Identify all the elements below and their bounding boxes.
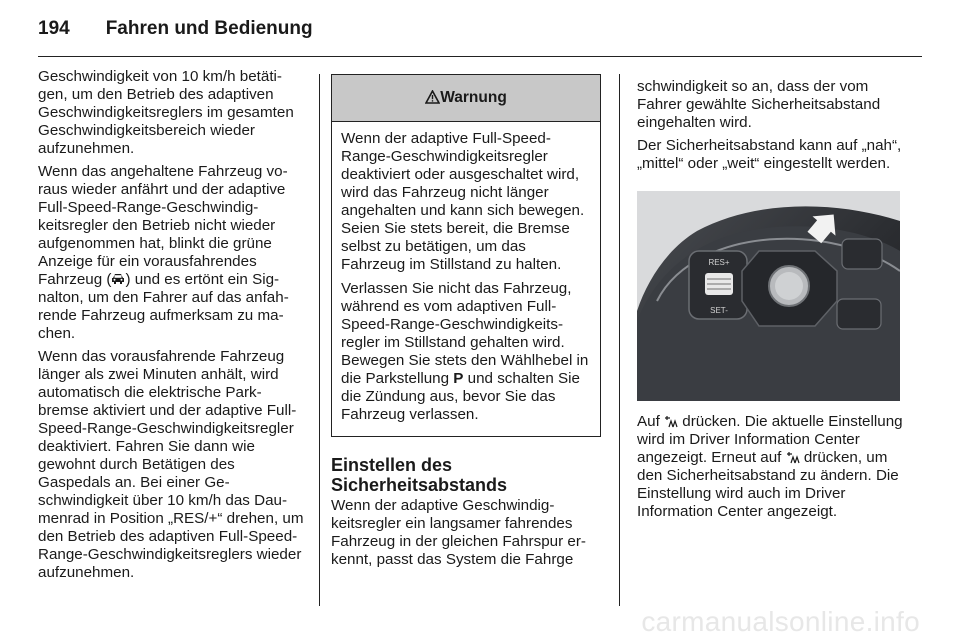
warning-triangle-icon	[425, 90, 440, 104]
paragraph: Wenn der adaptive Geschwindigkeitsregler ein langsamer fahrendes Fahrzeug in der gleichen Fahrspur erkennt, passt das System die Fahrge	[331, 497, 586, 568]
warning-body	[332, 122, 600, 436]
column-divider	[319, 74, 320, 606]
paragraph: Wenn das vorausfahrende Fahrzeug länger als zwei Minuten anhält, wird automatisch die elektrische Parkbremse aktiviert und der adaptive Full-Speed-Range-Geschwindigkeitsregler deaktiviert. Fahren Sie dann wie gewohnt durch Betätigen des Gaspedals an. Bei einer Geschwindigkeit über 10 km/h das Daumenrad in Position „RES/+“ drehen, um den Betrieb des adaptiven Full-Speed-Range-Geschwindigkeitsreglers wieder aufzunehmen.	[38, 348, 304, 581]
warning-title: Warnung	[440, 89, 507, 106]
steering-wheel-illustration	[637, 191, 900, 401]
section-heading: Einstellen des Sicherheitsabstands	[331, 455, 508, 495]
following-distance-icon	[664, 415, 678, 428]
vehicle-ahead-icon	[111, 273, 125, 285]
column-divider	[619, 74, 620, 606]
paragraph: Wenn das angehaltene Fahrzeug voraus wieder anfährt und der adaptive Full-Speed-Range-Geschwindigkeitsregler den Betrieb nicht wieder aufgenommen hat, blinkt die grüne Anzeige für ein vorausfahrendes Fahrzeug ( ) und es ertönt ein Signalton, um den Fahrer auf das anfahrende Fahrzeug aufmerksam zu machen.	[38, 163, 289, 342]
warning-paragraph: Verlassen Sie nicht das Fahrzeug, während es vom adaptiven Full-Speed-Range-Geschwindigkeitsregler im Stillstand gehalten wird. Bewegen Sie stets den Wählhebel in die Parkstellung P und schalten Sie die Zündung aus, bevor Sie das Fahrzeug verlassen.	[341, 280, 589, 423]
paragraph: Geschwindigkeit von 10 km/h betätigen, um den Betrieb des adaptiven Geschwindigkeitsreglers im gesamten Geschwindigkeitsbereich wieder aufzunehmen.	[38, 68, 294, 157]
page-header	[38, 18, 313, 40]
warning-paragraph: Wenn der adaptive Full-Speed-Range-Geschwindigkeitsregler deaktiviert oder ausgeschaltet wird, wird das Fahrzeug nicht länger angehalten und kann sich bewegen. Seien Sie stets bereit, die Bremse selbst zu betätigen, um das Fahrzeug im Stillstand zu halten.	[341, 130, 585, 273]
warning-header	[332, 75, 600, 122]
header-rule	[38, 56, 922, 57]
res-label: RES+	[708, 258, 730, 267]
column-middle	[331, 74, 601, 569]
chapter-title: Fahren und Bedienung	[105, 18, 313, 39]
watermark: carmanualsonline.info	[641, 606, 920, 637]
steering-wheel-controls-photo	[637, 191, 900, 401]
paragraph: schwindigkeit so an, dass der vom Fahrer gewählte Sicherheitsabstand eingehalten wird.	[637, 78, 881, 131]
paragraph: Auf drücken. Die aktuelle Einstellung wird im Driver Information Center angezeigt. Erneut auf drücken, um den Sicherheitsabstand zu ändern. Die Einstellung wird auch im Driver Information Center angezeigt.	[637, 413, 903, 520]
set-label: SET-	[710, 306, 728, 315]
warning-box	[331, 74, 601, 437]
column-right	[637, 78, 903, 526]
page-number: 194	[38, 18, 70, 39]
paragraph: Der Sicherheitsabstand kann auf „nah“, „mittel“ oder „weit“ eingestellt werden.	[637, 137, 902, 172]
column-left	[38, 68, 306, 587]
following-distance-icon	[786, 451, 800, 464]
